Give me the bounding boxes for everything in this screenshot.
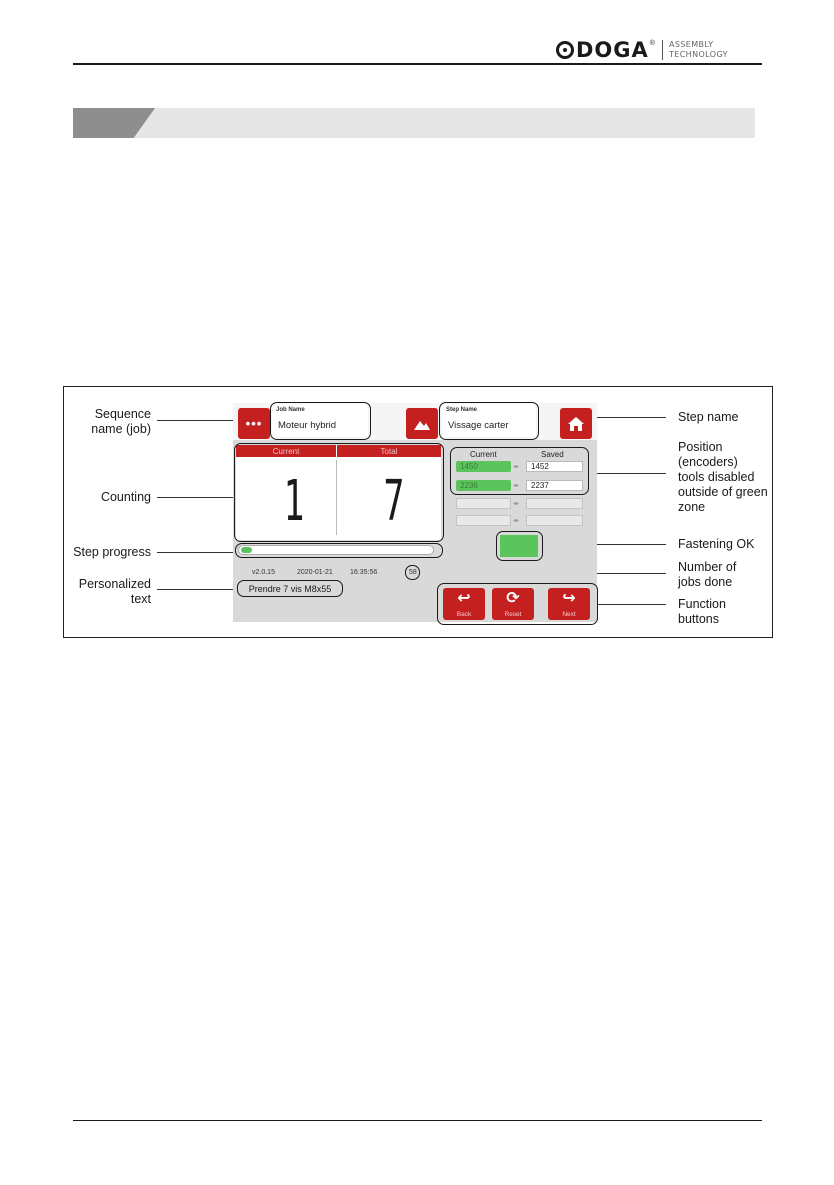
counter-total-header: Total: [337, 445, 441, 457]
fastening-ok-highlight: [496, 531, 543, 561]
job-name-label: Job Name: [276, 407, 305, 413]
counting-highlight: [234, 443, 444, 542]
position-highlight: [450, 447, 589, 495]
status-date: 2020-01-21: [297, 569, 333, 576]
position-current-header: Current: [470, 450, 497, 459]
position-4-current: [456, 515, 511, 526]
callout-sequence-name: [78, 407, 151, 437]
software-version: v2.0.15: [252, 569, 275, 576]
job-name-highlight: [270, 402, 371, 440]
position-saved-header: Saved: [541, 450, 564, 459]
position-3-saved: [526, 498, 583, 509]
status-time: 16:35:56: [350, 569, 378, 576]
next-arrow-icon: ↪: [562, 590, 576, 607]
leader-line: [598, 604, 666, 605]
home-icon[interactable]: [560, 408, 592, 439]
position-2-current: 2236: [456, 480, 511, 491]
leader-line: [157, 552, 237, 553]
callout-position: [678, 440, 768, 515]
personalized-text: Prendre 7 vis M8x55: [248, 583, 332, 594]
callout-jobs-done: [678, 560, 736, 590]
mountain-image-icon[interactable]: [406, 408, 438, 439]
counter-current-value: 1: [283, 469, 305, 534]
callout-line: Position: [678, 440, 723, 454]
personalized-text-highlight: [237, 580, 343, 597]
arrow-icon: ◂▸: [513, 518, 520, 524]
callout-line: buttons: [678, 612, 720, 626]
jobs-done-count: 58: [409, 569, 417, 576]
back-button-label: Back: [456, 611, 472, 618]
leader-line: [157, 497, 237, 498]
arrow-icon: ◂▸: [513, 483, 520, 489]
job-name-value: Moteur hybrid: [278, 420, 337, 431]
callout-line: zone: [678, 500, 706, 514]
header-rule: [73, 63, 762, 65]
brand-name: DOGA: [576, 38, 649, 62]
reset-arrows-icon: ⟳: [506, 590, 520, 607]
jobs-done-highlight: [405, 565, 420, 580]
callout-fastening-ok: Fastening OK: [678, 537, 755, 551]
position-4-saved: [526, 515, 583, 526]
registered-mark: ®: [649, 40, 655, 47]
function-buttons-highlight: [437, 583, 598, 625]
callout-line: outside of green: [678, 485, 768, 499]
callout-line: Number of: [678, 560, 737, 574]
footer-rule: [73, 1120, 762, 1121]
arrow-icon: ◂▸: [513, 501, 520, 507]
step-name-highlight: [439, 402, 539, 440]
brand-tagline: [669, 40, 728, 60]
counter-total-value: 7: [383, 469, 405, 534]
counter-current-header: Current: [236, 445, 336, 457]
leader-line: [157, 589, 239, 590]
callout-function-buttons: [678, 597, 726, 627]
position-1-current: 1450: [456, 461, 511, 472]
callout-step-name: Step name: [678, 410, 739, 424]
back-arrow-icon: ↩: [457, 590, 471, 607]
more-icon[interactable]: •••: [238, 408, 270, 439]
callout-line: jobs done: [678, 575, 733, 589]
callout-line: Personalized: [78, 577, 151, 591]
callout-line: tools disabled: [678, 470, 755, 484]
callout-counting: Counting: [100, 490, 151, 504]
callout-personalized-text: [60, 577, 151, 607]
callout-line: text: [130, 592, 151, 606]
leader-line: [157, 420, 238, 421]
position-1-saved: 1452: [526, 461, 583, 472]
callout-step-progress: Step progress: [73, 545, 151, 559]
callout-line: (encoders): [678, 455, 738, 469]
next-button-label: Next: [562, 611, 576, 618]
arrow-icon: ◂▸: [513, 464, 520, 470]
section-title-bar: [73, 108, 755, 138]
doga-logo-mark-icon: [556, 41, 574, 59]
step-name-value: Vissage carter: [448, 420, 509, 431]
callout-line: name (job): [91, 422, 151, 436]
callout-line: Function: [678, 597, 726, 611]
position-3-current: [456, 498, 511, 509]
step-name-label: Step Name: [446, 407, 478, 413]
home-icon-glyph: [567, 416, 585, 432]
mountain-image-icon-glyph: [413, 417, 431, 431]
callout-line: Sequence: [94, 407, 151, 421]
reset-button-label: Reset: [504, 611, 522, 618]
logo-separator: [662, 40, 663, 60]
tagline-line-2: TECHNOLOGY: [668, 50, 728, 59]
position-2-saved: 2237: [526, 480, 583, 491]
tagline-line-1: ASSEMBLY: [668, 40, 714, 49]
step-progress-highlight: [235, 543, 443, 558]
doga-logo: [556, 38, 728, 62]
leader-line: [588, 473, 666, 474]
